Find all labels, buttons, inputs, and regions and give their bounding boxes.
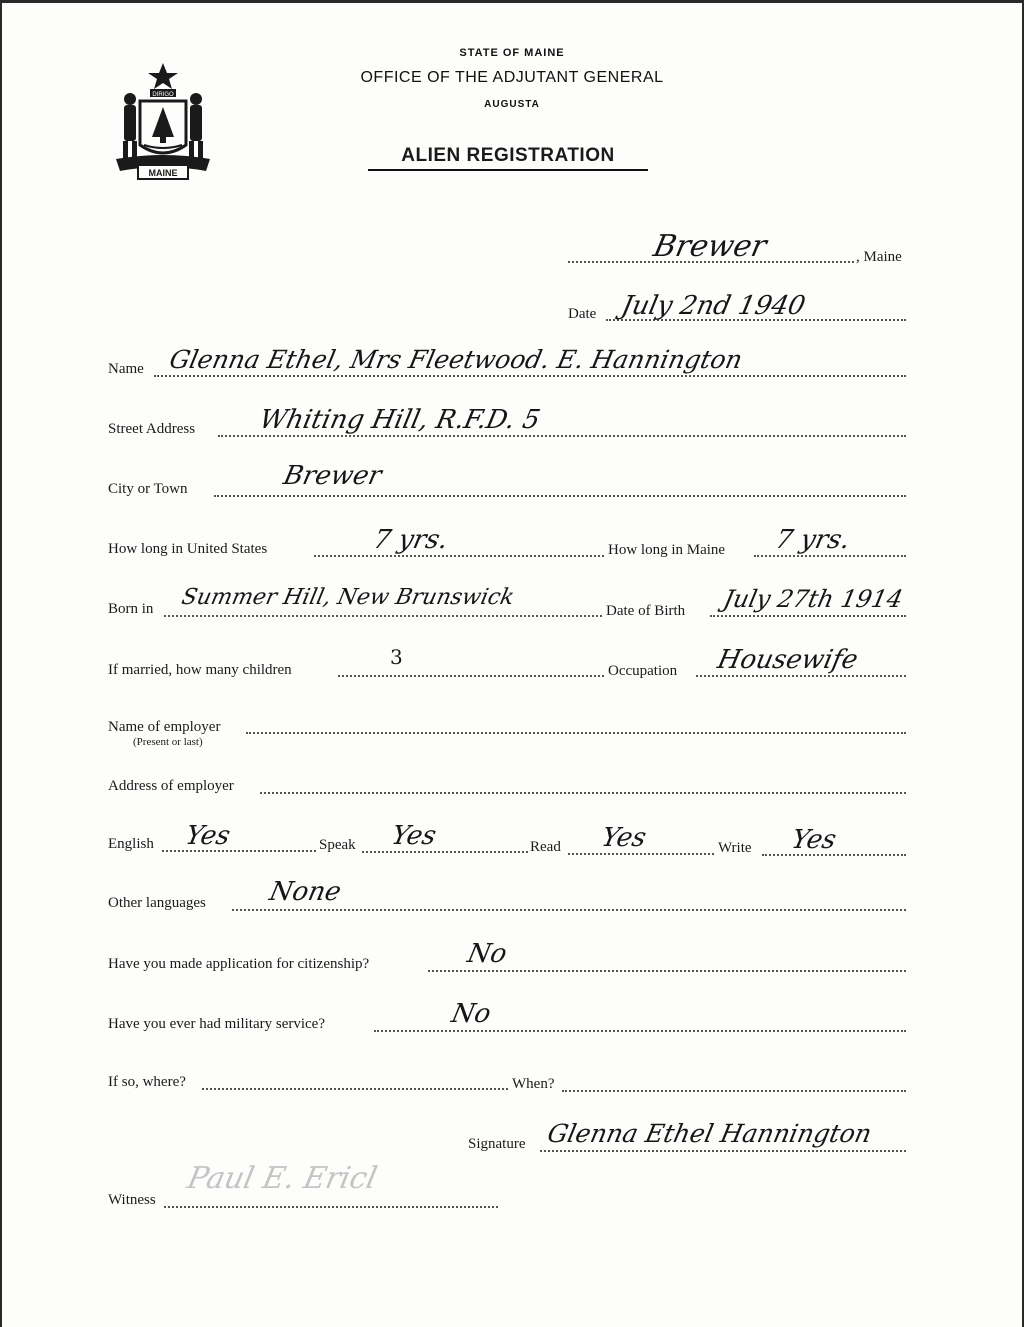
- street-label: Street Address: [108, 421, 196, 437]
- form-title: ALIEN REGISTRATION: [368, 145, 648, 171]
- how-long-maine-value: 7 yrs.: [772, 525, 853, 555]
- city-heading: AUGUSTA: [484, 99, 540, 110]
- read-label: Read: [530, 839, 561, 855]
- other-languages-value: None: [266, 877, 344, 907]
- citizenship-value: No: [464, 939, 510, 969]
- children-value: 3: [390, 645, 403, 669]
- employer-address-line: [260, 792, 906, 794]
- read-value: Yes: [598, 823, 649, 853]
- if-so-where-line: [202, 1088, 508, 1090]
- state-heading: STATE OF MAINE: [459, 47, 565, 59]
- speak-value: Yes: [388, 821, 439, 851]
- employer-label: Name of employer: [108, 719, 221, 735]
- witness-label: Witness: [108, 1192, 156, 1208]
- how-long-us-value: 7 yrs.: [370, 525, 451, 555]
- city-value: Brewer: [280, 461, 385, 491]
- write-value: Yes: [788, 825, 839, 855]
- svg-text:DIRIGO: DIRIGO: [152, 92, 174, 98]
- read-line: [568, 853, 714, 855]
- born-in-value: Summer Hill, New Brunswick: [179, 585, 517, 610]
- speak-line: [362, 851, 528, 853]
- state-seal-icon: [110, 59, 216, 181]
- when-line: [562, 1090, 906, 1092]
- if-so-where-label: If so, where?: [108, 1074, 186, 1090]
- speak-label: Speak: [319, 837, 356, 853]
- military-label: Have you ever had military service?: [108, 1016, 325, 1032]
- name-label: Name: [108, 361, 144, 377]
- employer-note: (Present or last): [133, 736, 203, 748]
- children-line: [338, 675, 604, 677]
- how-long-us-label: How long in United States: [108, 541, 268, 557]
- town-value: Brewer: [650, 229, 770, 264]
- born-in-label: Born in: [108, 601, 154, 617]
- employer-line: [246, 732, 906, 734]
- occupation-value: Housewife: [714, 645, 861, 675]
- occupation-label: Occupation: [608, 663, 678, 679]
- street-value: Whiting Hill, R.F.D. 5: [256, 405, 543, 435]
- street-line: [218, 435, 906, 437]
- how-long-maine-line: [754, 555, 906, 557]
- name-line: [154, 375, 906, 377]
- when-label: When?: [512, 1076, 555, 1092]
- svg-text:MAINE: MAINE: [148, 168, 178, 178]
- signature-label: Signature: [468, 1136, 526, 1152]
- other-languages-label: Other languages: [108, 895, 206, 911]
- office-heading: OFFICE OF THE ADJUTANT GENERAL: [360, 69, 664, 86]
- date-value: July 2nd 1940: [618, 291, 809, 321]
- citizenship-line: [428, 970, 906, 972]
- military-line: [374, 1030, 906, 1032]
- date-label: Date: [568, 306, 597, 322]
- how-long-us-line: [314, 555, 604, 557]
- name-value: Glenna Ethel, Mrs Fleetwood. E. Hannington: [166, 345, 746, 374]
- citizenship-label: Have you made application for citizenship?: [108, 956, 370, 972]
- witness-line: [164, 1206, 498, 1208]
- english-label: English: [108, 836, 154, 852]
- city-line: [214, 495, 906, 497]
- how-long-maine-label: How long in Maine: [608, 542, 726, 558]
- employer-address-label: Address of employer: [108, 778, 234, 794]
- write-label: Write: [718, 840, 752, 856]
- city-label: City or Town: [108, 481, 188, 497]
- english-value: Yes: [182, 821, 233, 851]
- born-in-line: [164, 615, 602, 617]
- date-of-birth-label: Date of Birth: [606, 603, 686, 619]
- signature-line: [540, 1150, 906, 1152]
- write-line: [762, 854, 906, 856]
- other-languages-line: [232, 909, 906, 911]
- date-of-birth-value: July 27th 1914: [721, 585, 906, 613]
- date-of-birth-line: [710, 615, 906, 617]
- military-value: No: [448, 999, 494, 1029]
- children-label: If married, how many children: [108, 662, 292, 678]
- maine-label: , Maine: [856, 249, 902, 265]
- witness-value: Paul E. Ericl: [184, 1161, 381, 1196]
- occupation-line: [696, 675, 906, 677]
- signature-value: Glenna Ethel Hannington: [544, 1119, 875, 1148]
